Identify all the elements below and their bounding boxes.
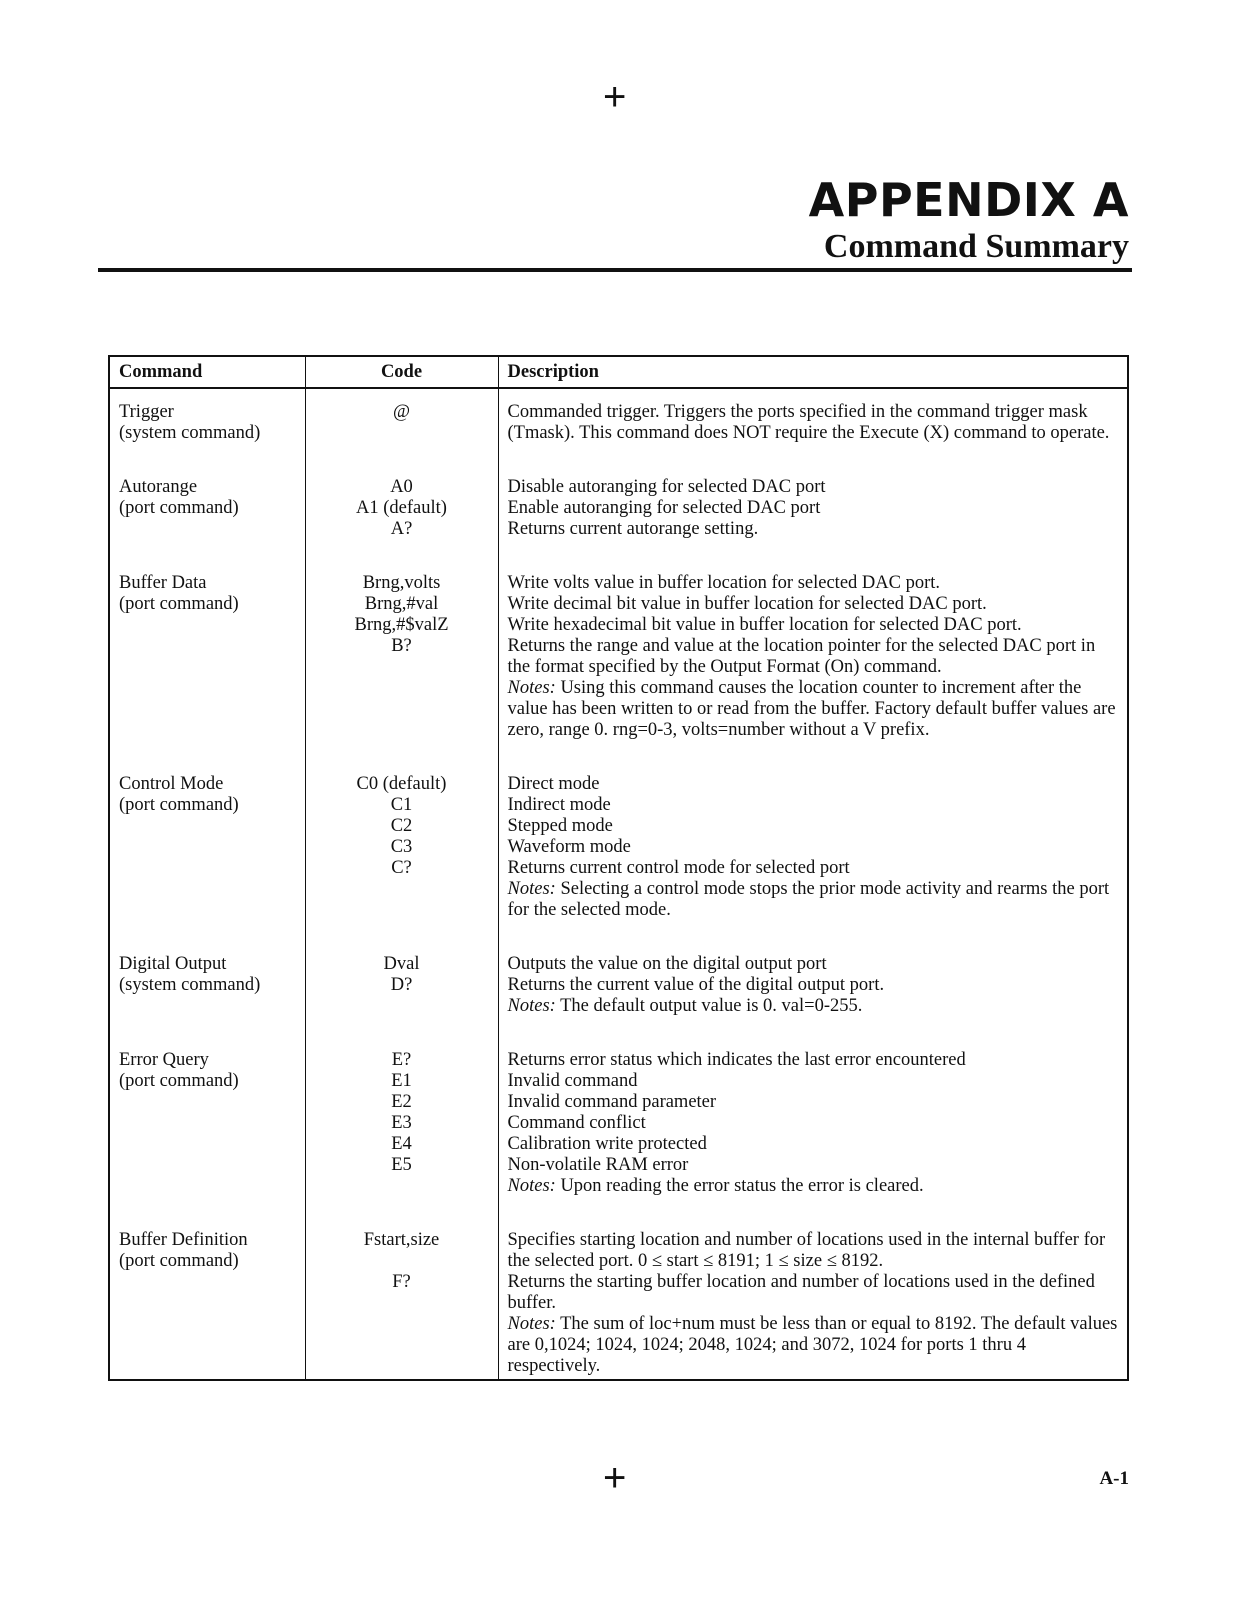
command-code: C3 [390, 837, 413, 857]
description-line: Returns the starting buffer location and number of locations used in the defined buffer. [507, 1272, 1095, 1313]
command-name: Control Mode [119, 774, 224, 794]
command-code: E3 [391, 1113, 412, 1133]
command-summary-table [108, 355, 1129, 1381]
code-cell [305, 941, 498, 1037]
code-cell [305, 1037, 498, 1217]
table-row [109, 941, 1128, 1037]
command-type: (port command) [119, 594, 239, 614]
description-line: Returns the range and value at the location pointer for the selected DAC port in the format specified by the Output Format (On) command. [507, 636, 1096, 677]
description-line: Commanded trigger. Triggers the ports specified in the command trigger mask (Tmask). This command does NOT require the Execute (X) command to operate. [507, 402, 1110, 443]
table-row [109, 388, 1128, 464]
notes-text: The default output value is 0. val=0-255. [560, 996, 863, 1016]
title-rule [98, 268, 1132, 272]
command-code: Brng,volts [362, 573, 441, 593]
description-notes [508, 678, 1119, 741]
code-cell [305, 388, 498, 464]
description-line: Outputs the value on the digital output port [507, 954, 827, 974]
command-code: Brng,#$valZ [354, 615, 449, 635]
description-line: Write hexadecimal bit value in buffer location for selected DAC port. [507, 615, 1022, 635]
description-line: Command conflict [507, 1113, 646, 1133]
description-line: Returns current control mode for selected port [507, 858, 850, 878]
description-line: Enable autoranging for selected DAC port [507, 498, 821, 518]
command-code: F? [392, 1272, 411, 1292]
command-cell [109, 1217, 305, 1380]
notes-label: Notes: [507, 996, 556, 1016]
command-code: Fstart,size [363, 1230, 440, 1250]
command-name: Buffer Data [119, 573, 207, 593]
command-name: Trigger [119, 402, 174, 422]
command-code: D? [390, 975, 413, 995]
description-line: Waveform mode [507, 837, 631, 857]
description-line: Returns error status which indicates the last error encountered [507, 1050, 966, 1070]
description-line: Invalid command parameter [507, 1092, 717, 1112]
table-row [109, 464, 1128, 560]
command-code: Brng,#val [364, 594, 439, 614]
command-code: B? [391, 636, 412, 656]
description-line: Disable autoranging for selected DAC port [507, 477, 826, 497]
command-cell [109, 761, 305, 941]
description-line: Stepped mode [507, 816, 613, 836]
description-notes [508, 1314, 1119, 1377]
header-description: Description [498, 356, 1128, 388]
description-cell [498, 388, 1128, 464]
header-command: Command [109, 356, 305, 388]
description-line: Returns the current value of the digital output port. [507, 975, 885, 995]
command-type: (port command) [119, 1251, 239, 1271]
command-type: (port command) [119, 795, 239, 815]
description-cell [498, 1217, 1128, 1380]
command-code: E4 [391, 1134, 412, 1154]
command-cell [109, 560, 305, 761]
command-code: E? [391, 1050, 412, 1070]
notes-label: Notes: [507, 678, 556, 698]
notes-text: Upon reading the error status the error is cleared. [560, 1176, 924, 1196]
table-row [109, 560, 1128, 761]
table-header-row [109, 356, 1128, 388]
notes-text: The sum of loc+num must be less than or equal to 8192. The default values are 0,1024; 1024, 1024; 2048, 1024; and 3072, 1024 for ports 1 thru 4 respectively. [507, 1314, 1118, 1376]
code-cell [305, 761, 498, 941]
table-row [109, 761, 1128, 941]
code-cell [305, 464, 498, 560]
notes-label: Notes: [507, 879, 556, 899]
registration-mark-top: + [603, 75, 627, 119]
description-line: Non-volatile RAM error [507, 1155, 689, 1175]
description-cell [498, 560, 1128, 761]
description-cell [498, 761, 1128, 941]
command-cell [109, 388, 305, 464]
table-row [109, 1037, 1128, 1217]
command-code: C0 (default) [356, 774, 447, 794]
header-code: Code [305, 356, 498, 388]
page-number: A-1 [1099, 1468, 1129, 1489]
notes-text: Selecting a control mode stops the prior mode activity and rearms the port for the selected mode. [507, 879, 1110, 920]
command-code: C1 [390, 795, 413, 815]
command-code: E5 [391, 1155, 412, 1175]
command-name: Error Query [119, 1050, 209, 1070]
command-code: C2 [390, 816, 413, 836]
description-cell [498, 464, 1128, 560]
appendix-title: APPENDIX A [808, 173, 1129, 227]
description-line: Write volts value in buffer location for selected DAC port. [507, 573, 941, 593]
command-code: A1 (default) [356, 498, 447, 518]
command-name: Digital Output [119, 954, 227, 974]
command-code: @ [392, 402, 411, 422]
code-spacer [315, 1251, 489, 1272]
command-type: (port command) [119, 1071, 239, 1091]
description-line: Direct mode [507, 774, 600, 794]
registration-mark-bottom: + [603, 1456, 627, 1500]
description-cell [498, 941, 1128, 1037]
command-name: Buffer Definition [119, 1230, 248, 1250]
description-line: Specifies starting location and number of locations used in the internal buffer for the selected port. 0 ≤ start ≤ 8191; 1 ≤ size ≤ 8192. [507, 1230, 1106, 1271]
table-row [109, 1217, 1128, 1380]
command-code: C? [391, 858, 412, 878]
description-cell [498, 1037, 1128, 1217]
appendix-subtitle: Command Summary [823, 228, 1129, 265]
command-type: (system command) [119, 975, 261, 995]
description-notes [508, 996, 1119, 1017]
description-notes [508, 1176, 1119, 1197]
description-line: Calibration write protected [507, 1134, 707, 1154]
description-notes [508, 879, 1119, 921]
command-cell [109, 464, 305, 560]
notes-label: Notes: [507, 1314, 556, 1334]
description-line: Write decimal bit value in buffer location for selected DAC port. [507, 594, 987, 614]
description-line: Indirect mode [507, 795, 611, 815]
command-code: E2 [391, 1092, 412, 1112]
command-type: (system command) [119, 423, 261, 443]
description-line: Returns current autorange setting. [507, 519, 759, 539]
description-line: Invalid command [507, 1071, 638, 1091]
table-body [109, 388, 1128, 1380]
notes-label: Notes: [507, 1176, 556, 1196]
command-code: E1 [391, 1071, 412, 1091]
notes-text: Using this command causes the location counter to increment after the value has been written to or read from the buffer. Factory default buffer values are zero, range 0. rng=0-3, volts=number without a V prefix. [507, 678, 1116, 740]
command-cell [109, 1037, 305, 1217]
code-cell [305, 560, 498, 761]
command-name: Autorange [119, 477, 198, 497]
code-cell [305, 1217, 498, 1380]
command-code: A0 [390, 477, 413, 497]
command-code: Dval [383, 954, 420, 974]
command-code: A? [390, 519, 413, 539]
command-cell [109, 941, 305, 1037]
command-type: (port command) [119, 498, 239, 518]
